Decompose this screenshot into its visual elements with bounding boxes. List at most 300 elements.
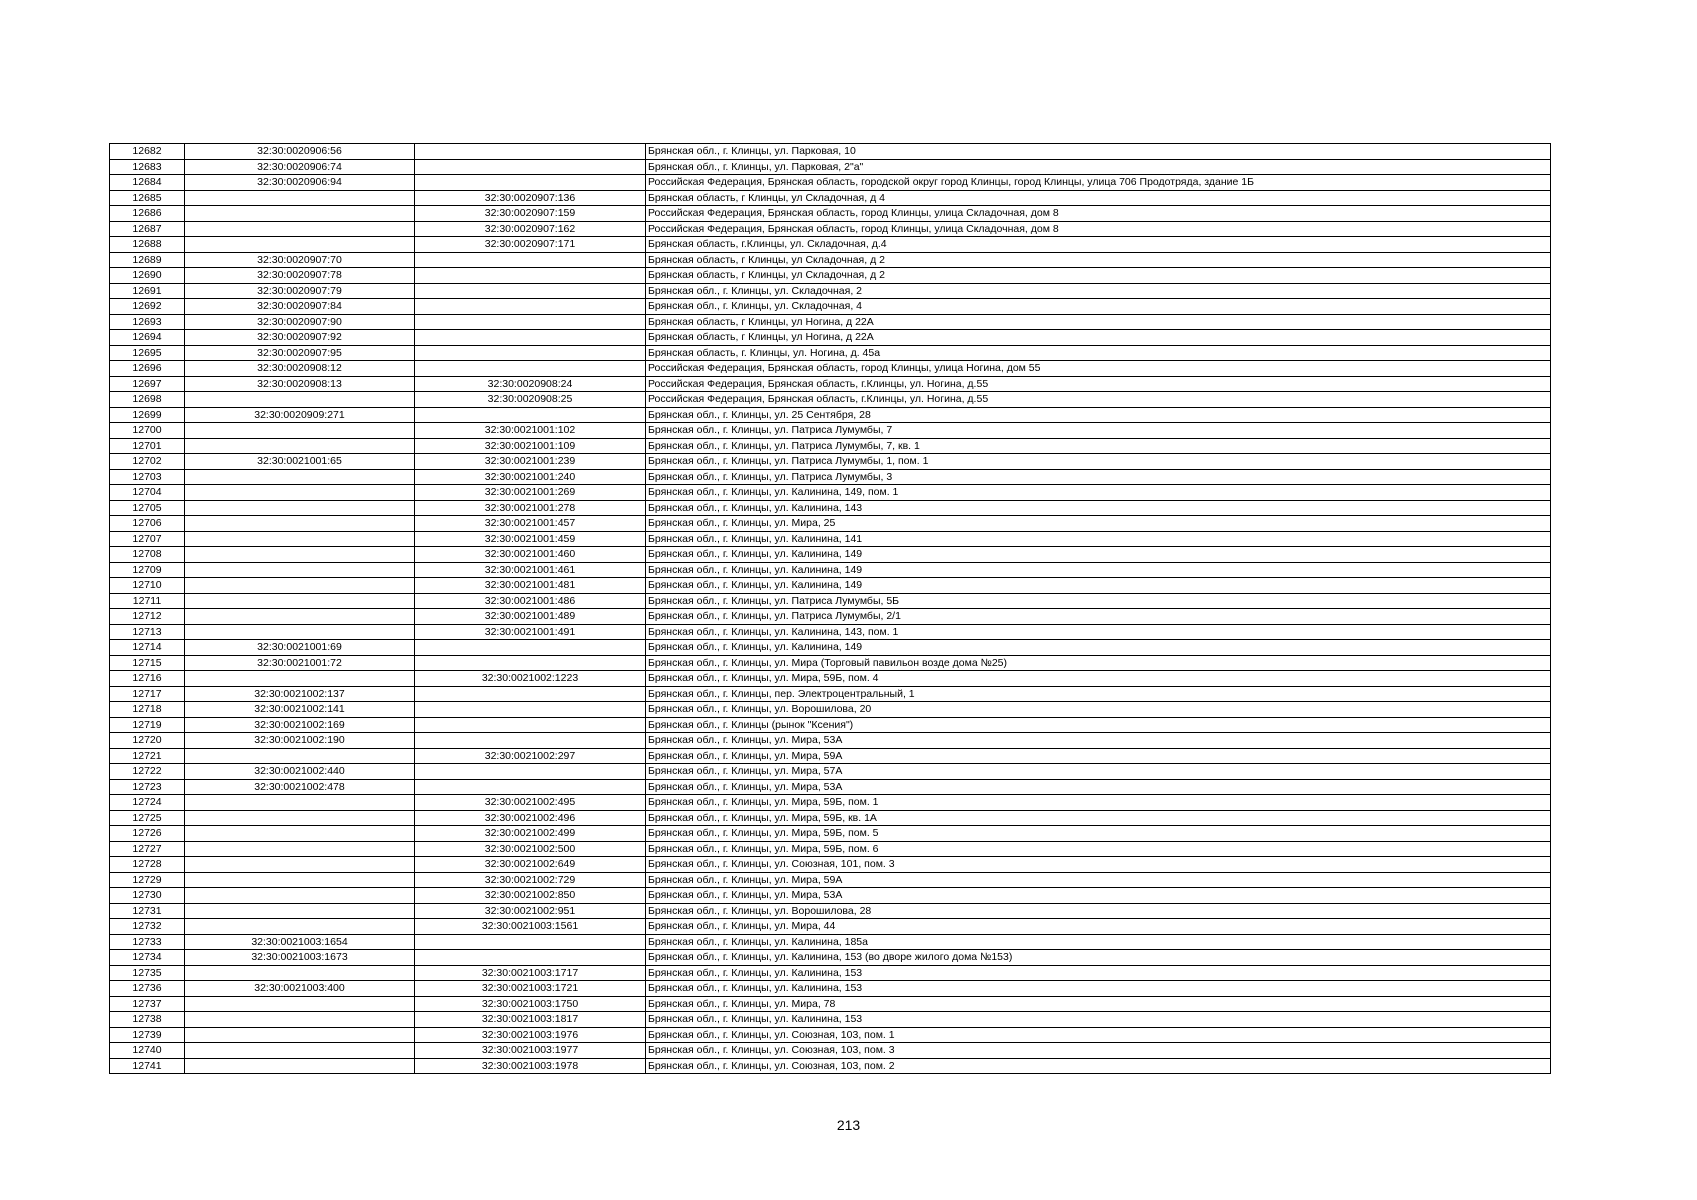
table-row [110, 454, 1551, 470]
row-number-cell: 12702 [110, 454, 185, 470]
cadastral-number-cell [185, 1058, 415, 1074]
cadastral-number-cell [185, 888, 415, 904]
inner-cadastral-number-cell: 32:30:0020907:162 [415, 221, 646, 237]
row-number-cell: 12683 [110, 159, 185, 175]
address-cell: Брянская обл., г. Клинцы, ул. Ворошилова, 20 [646, 702, 1551, 718]
table-row [110, 1043, 1551, 1059]
address-cell: Брянская обл., г. Клинцы, ул. Складочная, 2 [646, 283, 1551, 299]
row-number-cell: 12691 [110, 283, 185, 299]
inner-cadastral-number-cell: 32:30:0021001:240 [415, 469, 646, 485]
row-number-cell: 12718 [110, 702, 185, 718]
cadastral-number-cell: 32:30:0021002:169 [185, 717, 415, 733]
row-number-cell: 12731 [110, 903, 185, 919]
inner-cadastral-number-cell [415, 314, 646, 330]
row-number-cell: 12689 [110, 252, 185, 268]
table-row [110, 407, 1551, 423]
address-cell: Брянская обл., г. Клинцы, ул. Мира, 59Б, пом. 6 [646, 841, 1551, 857]
inner-cadastral-number-cell: 32:30:0021003:1717 [415, 965, 646, 981]
address-cell: Брянская обл., г. Клинцы (рынок "Ксения") [646, 717, 1551, 733]
table-row [110, 206, 1551, 222]
row-number-cell: 12736 [110, 981, 185, 997]
registry-table [109, 143, 1551, 1074]
table-row [110, 361, 1551, 377]
row-number-cell: 12730 [110, 888, 185, 904]
cadastral-number-cell [185, 485, 415, 501]
row-number-cell: 12687 [110, 221, 185, 237]
inner-cadastral-number-cell: 32:30:0021002:500 [415, 841, 646, 857]
cadastral-number-cell [185, 1012, 415, 1028]
address-cell: Брянская область, г Клинцы, ул Складочная, д 2 [646, 252, 1551, 268]
address-cell: Брянская область, г. Клинцы, ул. Ногина, д. 45а [646, 345, 1551, 361]
cadastral-number-cell [185, 237, 415, 253]
inner-cadastral-number-cell: 32:30:0021002:649 [415, 857, 646, 873]
cadastral-number-cell: 32:30:0021003:1673 [185, 950, 415, 966]
table-row [110, 1058, 1551, 1074]
inner-cadastral-number-cell: 32:30:0021002:951 [415, 903, 646, 919]
address-cell: Российская Федерация, Брянская область, город Клинцы, улица Складочная, дом 8 [646, 206, 1551, 222]
address-cell: Брянская область, г Клинцы, ул Ногина, д 22А [646, 314, 1551, 330]
inner-cadastral-number-cell: 32:30:0021003:1721 [415, 981, 646, 997]
inner-cadastral-number-cell: 32:30:0021001:278 [415, 500, 646, 516]
cadastral-number-cell: 32:30:0020909:271 [185, 407, 415, 423]
table-row [110, 516, 1551, 532]
row-number-cell: 12732 [110, 919, 185, 935]
cadastral-number-cell: 32:30:0021002:190 [185, 733, 415, 749]
row-number-cell: 12717 [110, 686, 185, 702]
row-number-cell: 12727 [110, 841, 185, 857]
row-number-cell: 12729 [110, 872, 185, 888]
row-number-cell: 12700 [110, 423, 185, 439]
table-row [110, 190, 1551, 206]
inner-cadastral-number-cell [415, 655, 646, 671]
cadastral-number-cell [185, 469, 415, 485]
row-number-cell: 12740 [110, 1043, 185, 1059]
row-number-cell: 12710 [110, 578, 185, 594]
inner-cadastral-number-cell [415, 345, 646, 361]
table-row [110, 562, 1551, 578]
inner-cadastral-number-cell: 32:30:0021001:481 [415, 578, 646, 594]
inner-cadastral-number-cell: 32:30:0021002:496 [415, 810, 646, 826]
cadastral-number-cell: 32:30:0020906:94 [185, 175, 415, 191]
cadastral-number-cell [185, 609, 415, 625]
table-row [110, 857, 1551, 873]
inner-cadastral-number-cell: 32:30:0020907:159 [415, 206, 646, 222]
address-cell: Брянская обл., г. Клинцы, ул. Мира, 53А [646, 733, 1551, 749]
table-row [110, 547, 1551, 563]
row-number-cell: 12696 [110, 361, 185, 377]
address-cell: Брянская обл., г. Клинцы, ул. Союзная, 103, пом. 3 [646, 1043, 1551, 1059]
table-row [110, 748, 1551, 764]
table-row [110, 593, 1551, 609]
row-number-cell: 12708 [110, 547, 185, 563]
row-number-cell: 12716 [110, 671, 185, 687]
address-cell: Брянская обл., г. Клинцы, ул. Калинина, 149 [646, 578, 1551, 594]
address-cell: Брянская обл., г. Клинцы, ул. Союзная, 103, пом. 2 [646, 1058, 1551, 1074]
address-cell: Брянская область, г.Клинцы, ул. Складочная, д.4 [646, 237, 1551, 253]
address-cell: Брянская обл., г. Клинцы, ул. Мира, 59А [646, 748, 1551, 764]
table-row [110, 252, 1551, 268]
address-cell: Брянская обл., г. Клинцы, ул. Мира, 57А [646, 764, 1551, 780]
address-cell: Брянская обл., г. Клинцы, ул. Мира, 25 [646, 516, 1551, 532]
address-cell: Брянская обл., г. Клинцы, ул. Мира, 53А [646, 888, 1551, 904]
cadastral-number-cell: 32:30:0020907:84 [185, 299, 415, 315]
table-row [110, 981, 1551, 997]
cadastral-number-cell: 32:30:0020908:12 [185, 361, 415, 377]
row-number-cell: 12706 [110, 516, 185, 532]
address-cell: Брянская обл., г. Клинцы, ул. Складочная, 4 [646, 299, 1551, 315]
table-row [110, 221, 1551, 237]
row-number-cell: 12712 [110, 609, 185, 625]
table-row [110, 919, 1551, 935]
row-number-cell: 12682 [110, 144, 185, 160]
cadastral-number-cell [185, 423, 415, 439]
address-cell: Брянская обл., г. Клинцы, ул. Патриса Лумумбы, 7 [646, 423, 1551, 439]
address-cell: Брянская обл., г. Клинцы, ул. Калинина, 149 [646, 547, 1551, 563]
inner-cadastral-number-cell: 32:30:0021002:499 [415, 826, 646, 842]
row-number-cell: 12711 [110, 593, 185, 609]
inner-cadastral-number-cell: 32:30:0021003:1977 [415, 1043, 646, 1059]
address-cell: Российская Федерация, Брянская область, город Клинцы, улица Складочная, дом 8 [646, 221, 1551, 237]
cadastral-number-cell [185, 795, 415, 811]
table-row [110, 423, 1551, 439]
row-number-cell: 12734 [110, 950, 185, 966]
cadastral-number-cell [185, 190, 415, 206]
row-number-cell: 12737 [110, 996, 185, 1012]
inner-cadastral-number-cell [415, 717, 646, 733]
table-row [110, 996, 1551, 1012]
inner-cadastral-number-cell: 32:30:0021001:457 [415, 516, 646, 532]
address-cell: Брянская обл., г. Клинцы, ул. Калинина, 153 [646, 965, 1551, 981]
inner-cadastral-number-cell [415, 330, 646, 346]
inner-cadastral-number-cell: 32:30:0021001:460 [415, 547, 646, 563]
cadastral-number-cell [185, 903, 415, 919]
row-number-cell: 12685 [110, 190, 185, 206]
row-number-cell: 12714 [110, 640, 185, 656]
table-row [110, 671, 1551, 687]
inner-cadastral-number-cell: 32:30:0021002:729 [415, 872, 646, 888]
cadastral-number-cell: 32:30:0020907:90 [185, 314, 415, 330]
row-number-cell: 12741 [110, 1058, 185, 1074]
cadastral-number-cell [185, 531, 415, 547]
cadastral-number-cell [185, 562, 415, 578]
table-row [110, 500, 1551, 516]
table-row [110, 314, 1551, 330]
cadastral-number-cell: 32:30:0021002:440 [185, 764, 415, 780]
cadastral-number-cell: 32:30:0020907:79 [185, 283, 415, 299]
table-row [110, 237, 1551, 253]
table-row [110, 159, 1551, 175]
cadastral-number-cell: 32:30:0020907:95 [185, 345, 415, 361]
address-cell: Брянская обл., г. Клинцы, ул. Союзная, 103, пом. 1 [646, 1027, 1551, 1043]
address-cell: Брянская обл., г. Клинцы, ул. Парковая, 2"а" [646, 159, 1551, 175]
row-number-cell: 12721 [110, 748, 185, 764]
row-number-cell: 12688 [110, 237, 185, 253]
cadastral-number-cell [185, 206, 415, 222]
cadastral-number-cell [185, 438, 415, 454]
address-cell: Брянская обл., г. Клинцы, ул. Мира, 59Б, пом. 4 [646, 671, 1551, 687]
table-row [110, 934, 1551, 950]
cadastral-number-cell [185, 392, 415, 408]
table-row [110, 640, 1551, 656]
inner-cadastral-number-cell: 32:30:0021001:461 [415, 562, 646, 578]
inner-cadastral-number-cell [415, 144, 646, 160]
cadastral-number-cell [185, 919, 415, 935]
cadastral-number-cell [185, 221, 415, 237]
table-row [110, 531, 1551, 547]
cadastral-number-cell [185, 500, 415, 516]
row-number-cell: 12724 [110, 795, 185, 811]
table-row [110, 655, 1551, 671]
cadastral-number-cell [185, 996, 415, 1012]
address-cell: Брянская обл., г. Клинцы, ул. 25 Сентября, 28 [646, 407, 1551, 423]
row-number-cell: 12686 [110, 206, 185, 222]
address-cell: Брянская обл., г. Клинцы, ул. Калинина, 153 [646, 1012, 1551, 1028]
address-cell: Брянская обл., г. Клинцы, ул. Мира, 59Б, пом. 5 [646, 826, 1551, 842]
address-cell: Российская Федерация, Брянская область, г.Клинцы, ул. Ногина, д.55 [646, 376, 1551, 392]
address-cell: Брянская обл., г. Клинцы, ул. Патриса Лумумбы, 5Б [646, 593, 1551, 609]
inner-cadastral-number-cell [415, 640, 646, 656]
table-row [110, 826, 1551, 842]
address-cell: Брянская обл., г. Клинцы, ул. Калинина, 143, пом. 1 [646, 624, 1551, 640]
cadastral-number-cell: 32:30:0021001:69 [185, 640, 415, 656]
row-number-cell: 12707 [110, 531, 185, 547]
row-number-cell: 12720 [110, 733, 185, 749]
inner-cadastral-number-cell: 32:30:0020907:171 [415, 237, 646, 253]
table-row [110, 903, 1551, 919]
table-row [110, 686, 1551, 702]
row-number-cell: 12694 [110, 330, 185, 346]
cadastral-number-cell [185, 578, 415, 594]
inner-cadastral-number-cell: 32:30:0020907:136 [415, 190, 646, 206]
cadastral-number-cell: 32:30:0021001:72 [185, 655, 415, 671]
inner-cadastral-number-cell: 32:30:0021001:486 [415, 593, 646, 609]
row-number-cell: 12728 [110, 857, 185, 873]
table-row [110, 795, 1551, 811]
cadastral-number-cell [185, 965, 415, 981]
inner-cadastral-number-cell [415, 950, 646, 966]
table-row [110, 299, 1551, 315]
row-number-cell: 12699 [110, 407, 185, 423]
address-cell: Брянская область, г Клинцы, ул Ногина, д 22А [646, 330, 1551, 346]
table-row [110, 779, 1551, 795]
cadastral-number-cell: 32:30:0021001:65 [185, 454, 415, 470]
row-number-cell: 12697 [110, 376, 185, 392]
inner-cadastral-number-cell: 32:30:0021002:297 [415, 748, 646, 764]
inner-cadastral-number-cell: 32:30:0021001:459 [415, 531, 646, 547]
row-number-cell: 12698 [110, 392, 185, 408]
row-number-cell: 12692 [110, 299, 185, 315]
row-number-cell: 12725 [110, 810, 185, 826]
address-cell: Брянская обл., г. Клинцы, ул. Патриса Лумумбы, 1, пом. 1 [646, 454, 1551, 470]
row-number-cell: 12684 [110, 175, 185, 191]
table-row [110, 950, 1551, 966]
inner-cadastral-number-cell [415, 252, 646, 268]
inner-cadastral-number-cell: 32:30:0020908:24 [415, 376, 646, 392]
cadastral-number-cell [185, 841, 415, 857]
address-cell: Брянская обл., г. Клинцы, ул. Мира (Торговый павильон возде дома №25) [646, 655, 1551, 671]
row-number-cell: 12719 [110, 717, 185, 733]
cadastral-number-cell: 32:30:0020908:13 [185, 376, 415, 392]
address-cell: Брянская обл., г. Клинцы, ул. Союзная, 101, пом. 3 [646, 857, 1551, 873]
table-row [110, 810, 1551, 826]
table-row [110, 392, 1551, 408]
inner-cadastral-number-cell [415, 299, 646, 315]
address-cell: Брянская обл., г. Клинцы, ул. Мира, 44 [646, 919, 1551, 935]
row-number-cell: 12705 [110, 500, 185, 516]
address-cell: Брянская обл., г. Клинцы, ул. Калинина, 149 [646, 640, 1551, 656]
row-number-cell: 12695 [110, 345, 185, 361]
table-row [110, 330, 1551, 346]
table-row [110, 717, 1551, 733]
table-row [110, 469, 1551, 485]
table-row [110, 283, 1551, 299]
inner-cadastral-number-cell [415, 686, 646, 702]
table-row [110, 144, 1551, 160]
inner-cadastral-number-cell: 32:30:0021003:1561 [415, 919, 646, 935]
cadastral-number-cell: 32:30:0021002:478 [185, 779, 415, 795]
table-row [110, 438, 1551, 454]
cadastral-number-cell: 32:30:0021003:400 [185, 981, 415, 997]
row-number-cell: 12733 [110, 934, 185, 950]
address-cell: Брянская обл., г. Клинцы, пер. Электроцентральный, 1 [646, 686, 1551, 702]
inner-cadastral-number-cell [415, 764, 646, 780]
address-cell: Брянская обл., г. Клинцы, ул. Калинина, 141 [646, 531, 1551, 547]
row-number-cell: 12723 [110, 779, 185, 795]
address-cell: Брянская обл., г. Клинцы, ул. Калинина, 149 [646, 562, 1551, 578]
inner-cadastral-number-cell: 32:30:0021001:269 [415, 485, 646, 501]
address-cell: Брянская обл., г. Клинцы, ул. Калинина, 153 [646, 981, 1551, 997]
row-number-cell: 12726 [110, 826, 185, 842]
cadastral-number-cell: 32:30:0020907:70 [185, 252, 415, 268]
table-row [110, 175, 1551, 191]
inner-cadastral-number-cell: 32:30:0021001:489 [415, 609, 646, 625]
row-number-cell: 12709 [110, 562, 185, 578]
page-number: 213 [836, 1117, 861, 1133]
address-cell: Брянская обл., г. Клинцы, ул. Мира, 59А [646, 872, 1551, 888]
cadastral-number-cell [185, 516, 415, 532]
address-cell: Брянская обл., г. Клинцы, ул. Калинина, 143 [646, 500, 1551, 516]
inner-cadastral-number-cell: 32:30:0021003:1976 [415, 1027, 646, 1043]
table-row [110, 872, 1551, 888]
inner-cadastral-number-cell [415, 361, 646, 377]
table-row [110, 1012, 1551, 1028]
inner-cadastral-number-cell [415, 779, 646, 795]
inner-cadastral-number-cell [415, 159, 646, 175]
table-row [110, 578, 1551, 594]
row-number-cell: 12715 [110, 655, 185, 671]
cadastral-number-cell: 32:30:0021002:137 [185, 686, 415, 702]
inner-cadastral-number-cell: 32:30:0021001:102 [415, 423, 646, 439]
address-cell: Брянская обл., г. Клинцы, ул. Парковая, 10 [646, 144, 1551, 160]
address-cell: Брянская обл., г. Клинцы, ул. Калинина, 185а [646, 934, 1551, 950]
table-row [110, 485, 1551, 501]
cadastral-number-cell: 32:30:0020907:78 [185, 268, 415, 284]
address-cell: Брянская обл., г. Клинцы, ул. Калинина, 153 (во дворе жилого дома №153) [646, 950, 1551, 966]
table-row [110, 609, 1551, 625]
table-row [110, 888, 1551, 904]
cadastral-number-cell [185, 1027, 415, 1043]
table-row [110, 624, 1551, 640]
table-row [110, 841, 1551, 857]
inner-cadastral-number-cell: 32:30:0021001:239 [415, 454, 646, 470]
row-number-cell: 12722 [110, 764, 185, 780]
inner-cadastral-number-cell: 32:30:0021002:495 [415, 795, 646, 811]
row-number-cell: 12739 [110, 1027, 185, 1043]
table-row [110, 345, 1551, 361]
cadastral-number-cell [185, 624, 415, 640]
table-row [110, 376, 1551, 392]
address-cell: Брянская область, г Клинцы, ул Складочная, д 2 [646, 268, 1551, 284]
registry-table-body [110, 144, 1551, 1074]
address-cell: Брянская обл., г. Клинцы, ул. Патриса Лумумбы, 2/1 [646, 609, 1551, 625]
row-number-cell: 12735 [110, 965, 185, 981]
inner-cadastral-number-cell: 32:30:0020908:25 [415, 392, 646, 408]
inner-cadastral-number-cell [415, 733, 646, 749]
cadastral-number-cell [185, 547, 415, 563]
row-number-cell: 12701 [110, 438, 185, 454]
cadastral-number-cell [185, 593, 415, 609]
inner-cadastral-number-cell [415, 407, 646, 423]
address-cell: Брянская обл., г. Клинцы, ул. Мира, 59Б, пом. 1 [646, 795, 1551, 811]
inner-cadastral-number-cell: 32:30:0021003:1978 [415, 1058, 646, 1074]
cadastral-number-cell: 32:30:0020907:92 [185, 330, 415, 346]
inner-cadastral-number-cell: 32:30:0021002:850 [415, 888, 646, 904]
cadastral-number-cell: 32:30:0021003:1654 [185, 934, 415, 950]
table-row [110, 965, 1551, 981]
cadastral-number-cell: 32:30:0021002:141 [185, 702, 415, 718]
address-cell: Российская Федерация, Брянская область, город Клинцы, улица Ногина, дом 55 [646, 361, 1551, 377]
address-cell: Брянская обл., г. Клинцы, ул. Мира, 59Б, кв. 1А [646, 810, 1551, 826]
inner-cadastral-number-cell [415, 283, 646, 299]
inner-cadastral-number-cell [415, 175, 646, 191]
cadastral-number-cell: 32:30:0020906:56 [185, 144, 415, 160]
cadastral-number-cell: 32:30:0020906:74 [185, 159, 415, 175]
row-number-cell: 12690 [110, 268, 185, 284]
address-cell: Брянская обл., г. Клинцы, ул. Патриса Лумумбы, 3 [646, 469, 1551, 485]
address-cell: Российская Федерация, Брянская область, г.Клинцы, ул. Ногина, д.55 [646, 392, 1551, 408]
address-cell: Брянская обл., г. Клинцы, ул. Мира, 53А [646, 779, 1551, 795]
address-cell: Брянская обл., г. Клинцы, ул. Ворошилова, 28 [646, 903, 1551, 919]
row-number-cell: 12738 [110, 1012, 185, 1028]
address-cell: Брянская обл., г. Клинцы, ул. Патриса Лумумбы, 7, кв. 1 [646, 438, 1551, 454]
cadastral-number-cell [185, 1043, 415, 1059]
address-cell: Брянская область, г Клинцы, ул Складочная, д 4 [646, 190, 1551, 206]
row-number-cell: 12703 [110, 469, 185, 485]
row-number-cell: 12693 [110, 314, 185, 330]
inner-cadastral-number-cell [415, 268, 646, 284]
table-row [110, 764, 1551, 780]
inner-cadastral-number-cell: 32:30:0021003:1817 [415, 1012, 646, 1028]
row-number-cell: 12713 [110, 624, 185, 640]
table-row [110, 702, 1551, 718]
table-row [110, 733, 1551, 749]
cadastral-number-cell [185, 872, 415, 888]
inner-cadastral-number-cell: 32:30:0021003:1750 [415, 996, 646, 1012]
table-row [110, 268, 1551, 284]
cadastral-number-cell [185, 826, 415, 842]
inner-cadastral-number-cell [415, 934, 646, 950]
cadastral-number-cell [185, 810, 415, 826]
address-cell: Брянская обл., г. Клинцы, ул. Мира, 78 [646, 996, 1551, 1012]
row-number-cell: 12704 [110, 485, 185, 501]
cadastral-number-cell [185, 748, 415, 764]
inner-cadastral-number-cell: 32:30:0021001:491 [415, 624, 646, 640]
inner-cadastral-number-cell: 32:30:0021001:109 [415, 438, 646, 454]
address-cell: Российская Федерация, Брянская область, городской округ город Клинцы, город Клинцы, улица 706 Продотряда, здание 1Б [646, 175, 1551, 191]
address-cell: Брянская обл., г. Клинцы, ул. Калинина, 149, пом. 1 [646, 485, 1551, 501]
table-row [110, 1027, 1551, 1043]
inner-cadastral-number-cell: 32:30:0021002:1223 [415, 671, 646, 687]
